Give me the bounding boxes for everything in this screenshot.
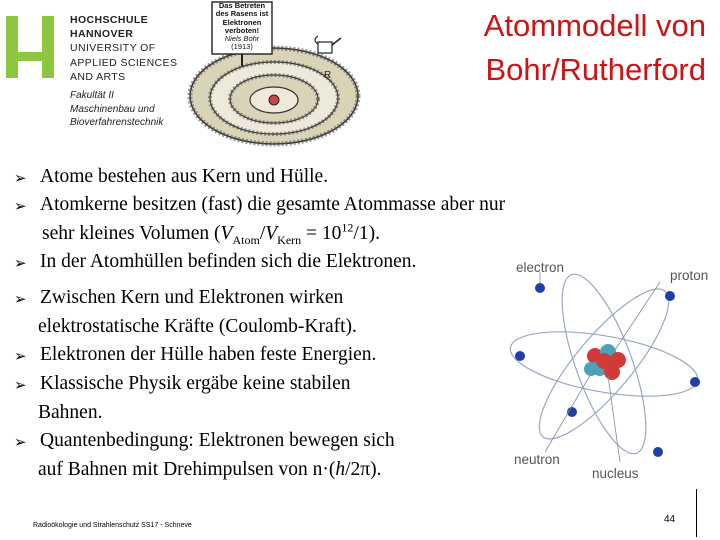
text-fragment: sehr kleines Volumen ( [42,223,221,244]
arrow-bullet-icon: ➢ [14,169,27,187]
label-neutron: neutron [514,452,560,467]
arrow-bullet-icon: ➢ [14,290,27,308]
sign-line: Niels Bohr [224,34,260,44]
arrow-bullet-icon: ➢ [14,433,27,451]
subscript-kern: Kern [277,232,302,247]
logo-line: HOCHSCHULE [70,14,149,26]
text-fragment: auf Bahnen mit Drehimpulsen von n·( [38,459,336,480]
text-fragment: ). [370,459,382,480]
faculty-line: Fakultät II [70,90,114,101]
bullet-continuation: Bahnen. [38,402,103,423]
symbol-v: V [220,223,233,244]
bullet-text: Klassische Physik ergäbe keine stabilen [40,373,351,394]
svg-text:R: R [324,70,332,81]
faculty-line: Bioverfahrenstechnik [70,117,164,128]
faculty-line: Maschinenbau und [70,103,155,115]
bullet-continuation [38,459,381,481]
arrow-bullet-icon: ➢ [14,376,27,394]
arrow-bullet-icon: ➢ [14,254,27,272]
logo-line: APPLIED SCIENCES [70,56,178,69]
university-name [70,13,177,84]
bohr-lawn-cartoon [184,0,362,148]
bullet-text: Quantenbedingung: Elektronen bewegen sich [40,430,395,451]
footer-divider [696,489,697,537]
bullet-text: Atome bestehen aus Kern und Hülle. [40,166,329,187]
symbol-pi: π [360,459,371,480]
logo-line: AND ARTS [70,70,126,83]
text-fragment: / [259,223,266,244]
arrow-bullet-icon: ➢ [14,347,27,365]
sign-line: verboten! [224,25,260,35]
symbol-h: h [335,459,346,480]
text-fragment: /1). [353,223,380,244]
logo-line: HANNOVER [70,28,134,41]
logo-line: UNIVERSITY OF [70,42,156,55]
text-fragment: /2 [345,459,361,480]
slide-title: Atommodell von Bohr/Rutherford [483,8,706,87]
arrow-bullet-icon: ➢ [14,197,27,215]
symbol-v: V [265,223,278,244]
faculty-name [70,89,163,130]
footer-text: Radioökologie und Strahlenschutz SS17 - Schneve [33,522,192,529]
bullet-continuation: elektrostatische Kräfte (Coulomb-Kraft). [38,316,357,337]
sign-line: (1913) [231,42,253,52]
lawn-sign [213,2,271,52]
label-nucleus: nucleus [592,466,639,481]
subscript-atom: Atom [232,232,260,247]
page-number: 44 [664,514,676,525]
sign-line: Das Betreten [218,1,266,10]
label-electron: electron [516,260,565,275]
bullet-continuation [42,220,380,247]
atom-diagram [500,252,718,487]
bullet-text: Atomkerne besitzen (fast) die gesamte Atommasse aber nur [40,194,506,215]
bullet-text: In der Atomhüllen befinden sich die Elektronen. [40,251,417,272]
sign-line: des Rasens ist [215,9,269,19]
exponent: 12 [341,220,354,235]
university-logo-icon [6,16,56,80]
bullet-text: Zwischen Kern und Elektronen wirken [40,287,344,308]
label-proton: proton [670,268,709,283]
text-fragment: = 10 [301,223,342,244]
sign-line: Elektronen [222,17,262,27]
bullet-text: Elektronen der Hülle haben feste Energien. [40,344,377,365]
